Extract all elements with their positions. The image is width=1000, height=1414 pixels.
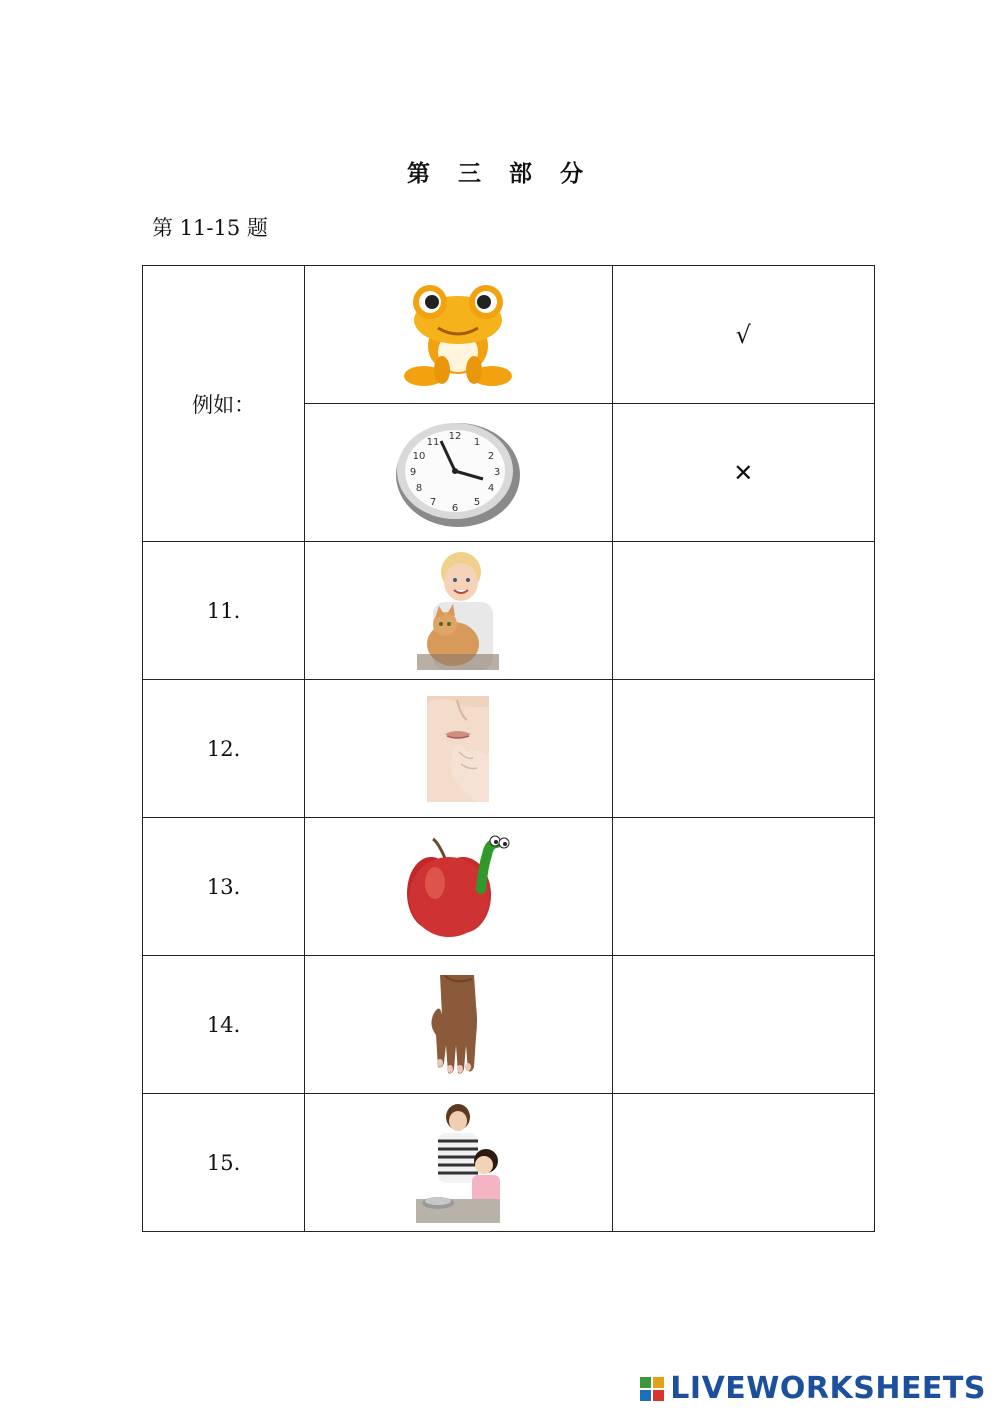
answer-cell-15[interactable] xyxy=(612,1094,874,1232)
question-number: 11. xyxy=(143,542,305,680)
page-title: 第 三 部 分 xyxy=(406,161,594,187)
svg-text:8: 8 xyxy=(416,482,423,494)
frog-icon xyxy=(305,266,612,404)
question-row-15 xyxy=(143,1094,875,1232)
question-row-13 xyxy=(143,818,875,956)
question-number: 14. xyxy=(143,956,305,1094)
example-label: 例如： xyxy=(143,266,305,542)
hand-image xyxy=(305,956,612,1094)
lips-image xyxy=(305,680,612,818)
answer-cell-12[interactable] xyxy=(612,680,874,818)
apple-with-worm-image xyxy=(305,818,612,956)
example-mark-wrong: ✕ xyxy=(612,404,874,542)
question-row-12 xyxy=(143,680,875,818)
example-row-1 xyxy=(143,266,875,404)
liveworksheets-logo xyxy=(640,1377,664,1401)
question-number: 15. xyxy=(143,1094,305,1232)
brand-name: LIVEWORKSHEETS xyxy=(670,1371,986,1406)
svg-text:11: 11 xyxy=(427,436,440,448)
liveworksheets-brand xyxy=(640,1371,986,1406)
mother-and-daughter-cooking-image xyxy=(305,1094,612,1232)
answer-table xyxy=(142,265,875,1232)
example-mark-correct: √ xyxy=(612,266,874,404)
svg-text:2: 2 xyxy=(488,450,495,462)
svg-text:9: 9 xyxy=(410,466,417,478)
answer-cell-14[interactable] xyxy=(612,956,874,1094)
svg-text:6: 6 xyxy=(452,502,459,514)
question-number: 12. xyxy=(143,680,305,818)
question-row-14 xyxy=(143,956,875,1094)
question-range: 第 11-15 题 xyxy=(152,216,268,240)
question-row-11 xyxy=(143,542,875,680)
svg-text:10: 10 xyxy=(413,450,426,462)
boy-with-cat-image xyxy=(305,542,612,680)
svg-text:7: 7 xyxy=(430,496,437,508)
svg-text:1: 1 xyxy=(474,436,481,448)
clock-icon xyxy=(305,404,612,542)
question-number: 13. xyxy=(143,818,305,956)
svg-text:12: 12 xyxy=(449,430,462,442)
answer-cell-13[interactable] xyxy=(612,818,874,956)
svg-text:5: 5 xyxy=(474,496,481,508)
svg-text:3: 3 xyxy=(494,466,501,478)
answer-cell-11[interactable] xyxy=(612,542,874,680)
svg-text:4: 4 xyxy=(488,482,495,494)
